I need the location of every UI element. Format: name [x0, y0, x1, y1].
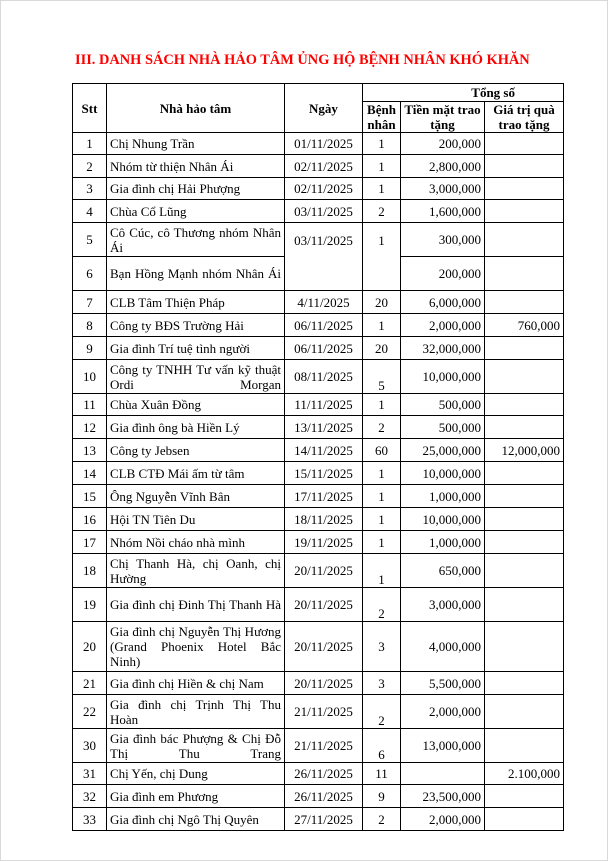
cell-donor: Ông Nguyễn Vĩnh Bân	[107, 485, 285, 508]
header-total: Tổng số	[363, 84, 564, 102]
cell-stt: 21	[73, 672, 107, 695]
table-row	[73, 531, 564, 554]
table-row	[73, 394, 564, 416]
cell-cash: 4,000,000	[401, 622, 485, 672]
cell-donor: Chị Yến, chị Dung	[107, 763, 285, 785]
cell-gift	[485, 133, 564, 155]
cell-cash: 200,000	[401, 257, 485, 291]
cell-stt: 16	[73, 508, 107, 531]
table-row	[73, 133, 564, 155]
cell-donor: Gia đình bác Phượng & Chị Đỗ Thị Thu Trang	[107, 729, 285, 763]
cell-date: 20/11/2025	[285, 622, 363, 672]
cell-donor: Công ty BĐS Trường Hải	[107, 314, 285, 337]
cell-donor: Chùa Xuân Đồng	[107, 394, 285, 416]
cell-stt: 11	[73, 394, 107, 416]
cell-donor: Gia đình chị Nguyễn Thị Hương (Grand Phoenix Hotel Bắc Ninh)	[107, 622, 285, 672]
header-date: Ngày	[285, 84, 363, 133]
cell-date: 03/11/2025	[285, 200, 363, 223]
header-cash: Tiền mặt trao tặng	[401, 102, 485, 133]
cell-patients: 1	[363, 554, 401, 588]
table-row	[73, 223, 564, 257]
cell-date: 26/11/2025	[285, 763, 363, 785]
cell-cash: 500,000	[401, 416, 485, 439]
cell-gift: 2.100,000	[485, 763, 564, 785]
cell-patients: 2	[363, 695, 401, 729]
cell-gift	[485, 416, 564, 439]
cell-stt: 31	[73, 763, 107, 785]
cell-donor: Gia đình em Phương	[107, 785, 285, 808]
cell-date: 03/11/2025	[285, 223, 363, 291]
cell-gift	[485, 588, 564, 622]
cell-stt: 12	[73, 416, 107, 439]
cell-date: 20/11/2025	[285, 672, 363, 695]
cell-gift	[485, 531, 564, 554]
cell-patients: 1	[363, 462, 401, 485]
cell-donor: Gia đình chị Hải Phượng	[107, 178, 285, 200]
cell-donor: Công ty TNHH Tư vấn kỹ thuật Ordi Morgan	[107, 360, 285, 394]
cell-patients: 20	[363, 337, 401, 360]
cell-patients: 1	[363, 133, 401, 155]
cell-date: 19/11/2025	[285, 531, 363, 554]
cell-date: 21/11/2025	[285, 729, 363, 763]
cell-date: 18/11/2025	[285, 508, 363, 531]
cell-patients: 5	[363, 360, 401, 394]
cell-stt: 8	[73, 314, 107, 337]
header-patients: Bệnh nhân	[363, 102, 401, 133]
cell-cash: 3,000,000	[401, 588, 485, 622]
cell-cash: 3,000,000	[401, 178, 485, 200]
cell-stt: 33	[73, 808, 107, 831]
cell-gift	[485, 462, 564, 485]
cell-donor: Nhóm Nồi cháo nhà mình	[107, 531, 285, 554]
cell-gift	[485, 808, 564, 831]
cell-cash: 6,000,000	[401, 291, 485, 314]
cell-gift	[485, 155, 564, 178]
cell-date: 20/11/2025	[285, 588, 363, 622]
table-row	[73, 485, 564, 508]
cell-stt: 18	[73, 554, 107, 588]
cell-cash: 25,000,000	[401, 439, 485, 462]
cell-stt: 3	[73, 178, 107, 200]
cell-cash: 2,800,000	[401, 155, 485, 178]
cell-patients: 2	[363, 808, 401, 831]
cell-gift	[485, 200, 564, 223]
cell-donor: Gia đình chị Ngô Thị Quyên	[107, 808, 285, 831]
cell-cash: 10,000,000	[401, 360, 485, 394]
cell-stt: 14	[73, 462, 107, 485]
cell-patients: 20	[363, 291, 401, 314]
table-row	[73, 291, 564, 314]
cell-stt: 6	[73, 257, 107, 291]
table-row	[73, 695, 564, 729]
cell-donor: Cô Cúc, cô Thương nhóm Nhân Ái	[107, 223, 285, 257]
cell-donor: Gia đình chị Đinh Thị Thanh Hà	[107, 588, 285, 622]
document-title: III. DANH SÁCH NHÀ HẢO TÂM ỦNG HỘ BỆNH NHÂN KHÓ KHĂN	[75, 52, 530, 68]
cell-date: 27/11/2025	[285, 808, 363, 831]
cell-donor: Chùa Cổ Lũng	[107, 200, 285, 223]
cell-patients: 9	[363, 785, 401, 808]
cell-cash: 13,000,000	[401, 729, 485, 763]
cell-stt: 20	[73, 622, 107, 672]
cell-patients: 1	[363, 223, 401, 291]
cell-cash: 2,000,000	[401, 695, 485, 729]
cell-donor: Gia đình chị Trịnh Thị Thu Hoàn	[107, 695, 285, 729]
cell-patients: 3	[363, 672, 401, 695]
cell-donor: CLB CTĐ Mái ấm từ tâm	[107, 462, 285, 485]
cell-stt: 13	[73, 439, 107, 462]
cell-cash: 10,000,000	[401, 462, 485, 485]
table-row	[73, 622, 564, 672]
table-row	[73, 763, 564, 785]
cell-date: 17/11/2025	[285, 485, 363, 508]
cell-gift	[485, 337, 564, 360]
cell-date: 08/11/2025	[285, 360, 363, 394]
cell-patients: 2	[363, 416, 401, 439]
cell-patients: 2	[363, 588, 401, 622]
cell-cash: 1,000,000	[401, 485, 485, 508]
cell-date: 06/11/2025	[285, 337, 363, 360]
cell-date: 11/11/2025	[285, 394, 363, 416]
table-row	[73, 729, 564, 763]
cell-stt: 15	[73, 485, 107, 508]
header-stt: Stt	[73, 84, 107, 133]
cell-patients: 2	[363, 200, 401, 223]
cell-cash: 32,000,000	[401, 337, 485, 360]
cell-cash: 2,000,000	[401, 314, 485, 337]
cell-cash: 23,500,000	[401, 785, 485, 808]
cell-donor: Gia đình ông bà Hiền Lý	[107, 416, 285, 439]
cell-date: 13/11/2025	[285, 416, 363, 439]
cell-patients: 6	[363, 729, 401, 763]
cell-cash: 1,000,000	[401, 531, 485, 554]
table-row	[73, 337, 564, 360]
cell-patients: 1	[363, 155, 401, 178]
cell-date: 14/11/2025	[285, 439, 363, 462]
table-row	[73, 508, 564, 531]
table-row	[73, 588, 564, 622]
cell-stt: 9	[73, 337, 107, 360]
cell-patients: 1	[363, 508, 401, 531]
cell-donor: Gia đình Trí tuệ tình người	[107, 337, 285, 360]
cell-cash: 500,000	[401, 394, 485, 416]
cell-date: 21/11/2025	[285, 695, 363, 729]
cell-gift: 760,000	[485, 314, 564, 337]
cell-donor: Công ty Jebsen	[107, 439, 285, 462]
table-row	[73, 462, 564, 485]
cell-donor: Chị Thanh Hà, chị Oanh, chị Hường	[107, 554, 285, 588]
cell-stt: 10	[73, 360, 107, 394]
cell-patients: 1	[363, 178, 401, 200]
table-row	[73, 155, 564, 178]
cell-cash: 2,000,000	[401, 808, 485, 831]
cell-stt: 22	[73, 695, 107, 729]
cell-gift	[485, 785, 564, 808]
cell-gift	[485, 291, 564, 314]
cell-cash	[401, 763, 485, 785]
cell-gift	[485, 508, 564, 531]
cell-date: 4/11/2025	[285, 291, 363, 314]
cell-date: 01/11/2025	[285, 133, 363, 155]
cell-gift	[485, 485, 564, 508]
cell-gift: 12,000,000	[485, 439, 564, 462]
cell-stt: 30	[73, 729, 107, 763]
cell-gift	[485, 554, 564, 588]
table-row	[73, 178, 564, 200]
header-donor: Nhà hảo tâm	[107, 84, 285, 133]
table-row	[73, 554, 564, 588]
cell-stt: 5	[73, 223, 107, 257]
cell-gift	[485, 729, 564, 763]
cell-cash: 1,600,000	[401, 200, 485, 223]
header-gift: Giá trị quà trao tặng	[485, 102, 564, 133]
table-row	[73, 808, 564, 831]
cell-gift	[485, 360, 564, 394]
cell-donor: Nhóm từ thiện Nhân Ái	[107, 155, 285, 178]
cell-date: 26/11/2025	[285, 785, 363, 808]
table-row	[73, 672, 564, 695]
cell-cash: 5,500,000	[401, 672, 485, 695]
cell-gift	[485, 622, 564, 672]
cell-gift	[485, 672, 564, 695]
cell-donor: Hội TN Tiên Du	[107, 508, 285, 531]
cell-patients: 11	[363, 763, 401, 785]
cell-stt: 17	[73, 531, 107, 554]
cell-gift	[485, 257, 564, 291]
cell-stt: 7	[73, 291, 107, 314]
cell-patients: 1	[363, 314, 401, 337]
cell-stt: 19	[73, 588, 107, 622]
cell-date: 20/11/2025	[285, 554, 363, 588]
cell-donor: Chị Nhung Trần	[107, 133, 285, 155]
table-row	[73, 785, 564, 808]
cell-date: 15/11/2025	[285, 462, 363, 485]
cell-stt: 4	[73, 200, 107, 223]
cell-patients: 1	[363, 394, 401, 416]
cell-stt: 1	[73, 133, 107, 155]
cell-gift	[485, 394, 564, 416]
table-row	[73, 439, 564, 462]
table-row	[73, 314, 564, 337]
cell-gift	[485, 695, 564, 729]
cell-patients: 3	[363, 622, 401, 672]
cell-donor: Bạn Hồng Mạnh nhóm Nhân Ái	[107, 257, 285, 291]
cell-gift	[485, 223, 564, 257]
cell-stt: 32	[73, 785, 107, 808]
cell-date: 06/11/2025	[285, 314, 363, 337]
cell-patients: 1	[363, 485, 401, 508]
cell-donor: CLB Tâm Thiện Pháp	[107, 291, 285, 314]
table-row	[73, 416, 564, 439]
cell-cash: 650,000	[401, 554, 485, 588]
cell-cash: 300,000	[401, 223, 485, 257]
cell-date: 02/11/2025	[285, 155, 363, 178]
cell-gift	[485, 178, 564, 200]
table-row	[73, 360, 564, 394]
cell-cash: 10,000,000	[401, 508, 485, 531]
cell-date: 02/11/2025	[285, 178, 363, 200]
cell-cash: 200,000	[401, 133, 485, 155]
cell-patients: 1	[363, 531, 401, 554]
cell-donor: Gia đình chị Hiền & chị Nam	[107, 672, 285, 695]
table-row	[73, 200, 564, 223]
cell-patients: 60	[363, 439, 401, 462]
cell-stt: 2	[73, 155, 107, 178]
donor-table	[72, 83, 564, 831]
